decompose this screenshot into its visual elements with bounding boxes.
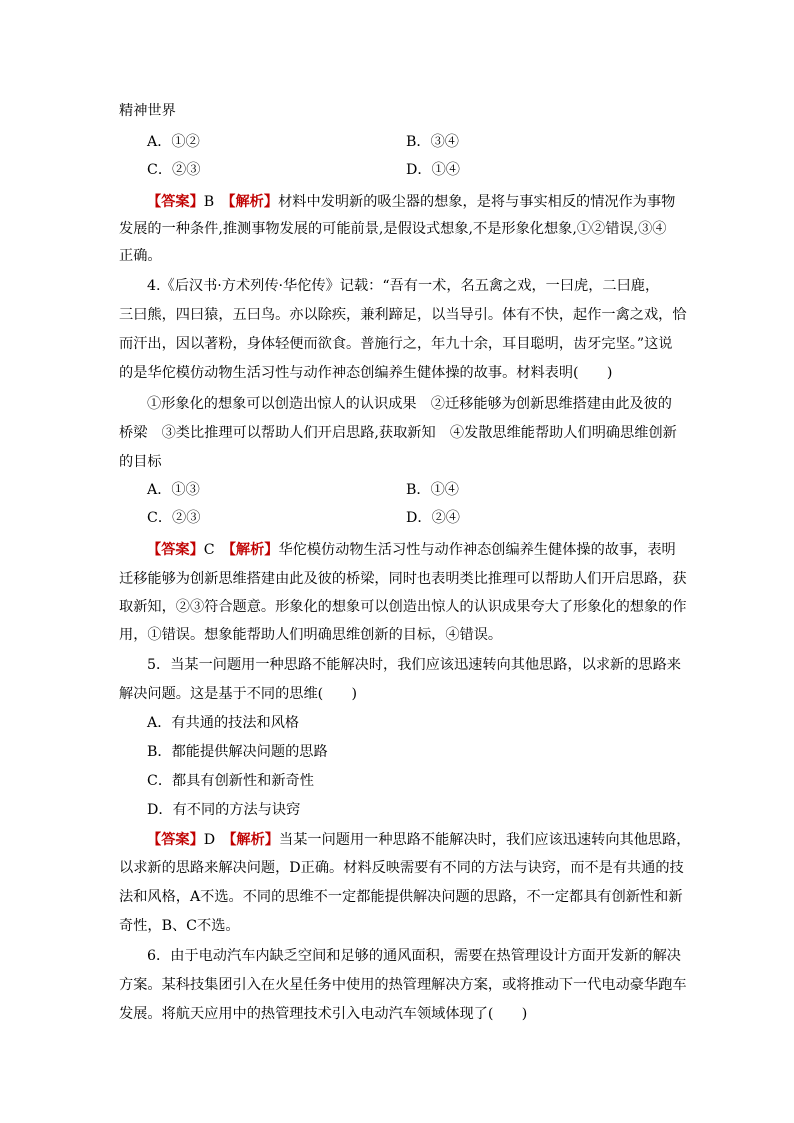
q3-analysis-line: 正确。 bbox=[119, 248, 162, 264]
q4-statement-line: 桥梁 ③类比推理可以帮助人们开启思路,获取新知 ④发散思维能帮助人们明确思维创新 bbox=[119, 425, 677, 441]
q4-analysis-line: 取新知，②③符合题意。形象化的想象可以创造出惊人的认识成果夸大了形象化的想象的作 bbox=[119, 599, 687, 615]
q4-analysis-line: 迁移能够为创新思维搭建由此及彼的桥梁，同时也表明类比推理可以帮助人们开启思路，获 bbox=[119, 571, 687, 587]
q4-option-b: B．①④ bbox=[406, 482, 459, 498]
answer-label: 【答案】 bbox=[147, 832, 204, 848]
analysis-label: 【解析】 bbox=[228, 542, 279, 558]
q4-stem-line: 4.《后汉书·方术列传·华佗传》记载：“吾有一术，名五禽之戏，一曰虎，二曰鹿， bbox=[147, 278, 660, 294]
q4-analysis-line: 用，①错误。想象能帮助人们明确思维创新的目标，④错误。 bbox=[119, 627, 503, 643]
q5-option-c: C．都具有创新性和新奇性 bbox=[147, 773, 314, 789]
q3-option-c: C．②③ bbox=[147, 162, 201, 178]
answer-label: 【答案】 bbox=[147, 542, 204, 558]
analysis-text: 华佗模仿动物生活习性与动作神态创编养生健体操的故事，表明 bbox=[278, 542, 676, 558]
q4-stem-line: 而汗出，因以著粉，身体轻便而欲食。普施行之，年九十余，耳目聪明，齿牙完坚。”这说 bbox=[119, 336, 673, 352]
analysis-text: 材料中发明新的吸尘器的想象，是将与事实相反的情况作为事物 bbox=[278, 194, 676, 210]
q3-analysis-line: 发展的一种条件,推测事物发展的可能前景,是假设式想象,不是形象化想象,①②错误,③④ bbox=[119, 221, 667, 237]
q5-option-a: A．有共通的技法和风格 bbox=[147, 715, 300, 731]
q4-stem-line: 三曰熊，四曰猿，五曰鸟。亦以除疾，兼利蹄足，以当导引。体有不快，起作一禽之戏，恰 bbox=[119, 307, 687, 323]
answer-value: C bbox=[203, 542, 215, 558]
q3-option-a: A．①② bbox=[147, 134, 200, 150]
q6-stem-line: 6．由于电动汽车内缺乏空间和足够的通风面积，需要在热管理设计方面开发新的解决 bbox=[147, 948, 681, 964]
q5-analysis-line: 奇性，B、C不选。 bbox=[119, 918, 240, 934]
answer-label: 【答案】 bbox=[147, 194, 204, 210]
q5-stem-line: 5．当某一问题用一种思路不能解决时，我们应该迅速转向其他思路，以求新的思路来 bbox=[147, 657, 681, 673]
q5-option-b: B．都能提供解决问题的思路 bbox=[147, 744, 328, 760]
q5-answer-line bbox=[147, 830, 690, 850]
analysis-label: 【解析】 bbox=[229, 832, 279, 848]
q6-stem-line: 发展。将航天应用中的热管理技术引入电动汽车领域体现了( ) bbox=[119, 1006, 528, 1022]
q4-answer-line bbox=[147, 540, 676, 560]
q5-analysis-line: 以求新的思路来解决问题，D正确。材料反映需要有不同的方法与诀窍，而不是有共通的技 bbox=[119, 860, 684, 876]
q4-option-c: C．②③ bbox=[147, 510, 201, 526]
q4-option-a: A．①③ bbox=[147, 482, 200, 498]
q4-statement-line: ①形象化的想象可以创造出惊人的认识成果 ②迁移能够为创新思维搭建由此及彼的 bbox=[147, 396, 672, 412]
q3-option-d: D．①④ bbox=[406, 162, 460, 178]
q4-stem-line: 的是华佗模仿动物生活习性与动作神态创编养生健体操的故事。材料表明( ) bbox=[119, 365, 613, 381]
q3-option-b: B．③④ bbox=[406, 134, 459, 150]
q3-answer-line bbox=[147, 192, 675, 212]
q3-stem-tail: 精神世界 bbox=[119, 103, 176, 119]
answer-value: B bbox=[203, 194, 215, 210]
answer-value: D bbox=[203, 832, 216, 848]
analysis-label: 【解析】 bbox=[228, 194, 279, 210]
q4-option-d: D．②④ bbox=[406, 510, 460, 526]
analysis-text: 当某一问题用一种思路不能解决时，我们应该迅速转向其他思路， bbox=[279, 832, 691, 848]
q5-analysis-line: 法和风格，A不选。不同的思维不一定都能提供解决问题的思路，不一定都具有创新性和新 bbox=[119, 889, 683, 905]
q6-stem-line: 方案。某科技集团引入在火星任务中使用的热管理解决方案，或将推动下一代电动豪华跑车 bbox=[119, 977, 687, 993]
q4-statement-line: 的目标 bbox=[119, 454, 162, 470]
q5-stem-line: 解决问题。这是基于不同的思维( ) bbox=[119, 686, 358, 702]
q5-option-d: D．有不同的方法与诀窍 bbox=[147, 802, 301, 818]
